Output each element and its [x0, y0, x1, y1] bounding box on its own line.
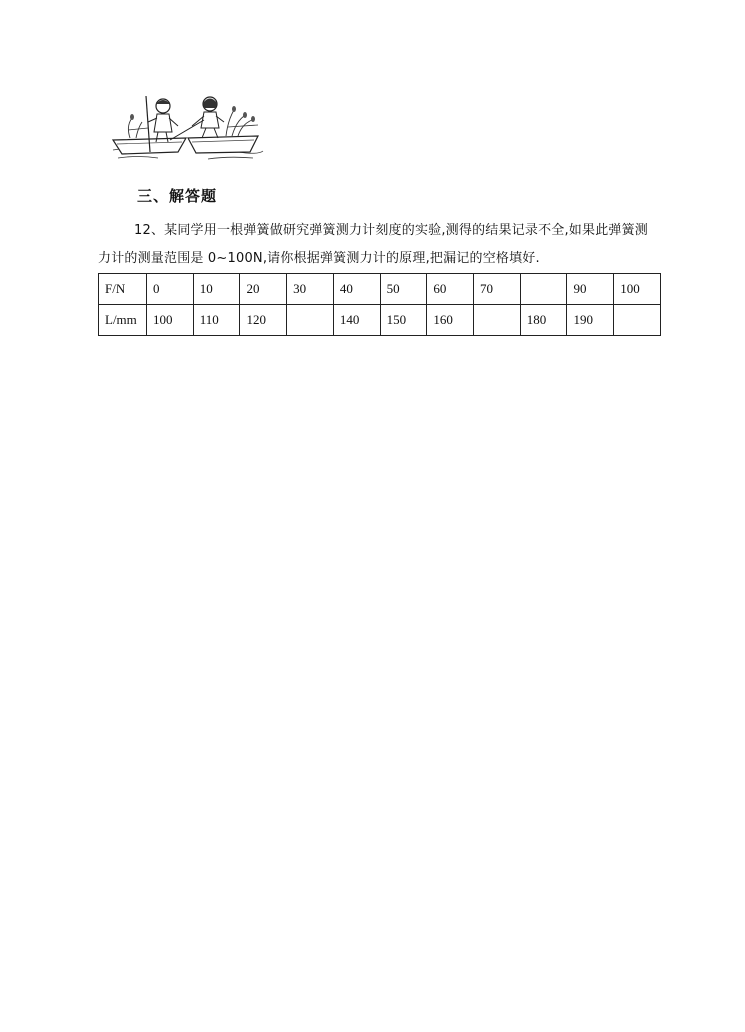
- table-cell: 150: [380, 305, 427, 336]
- table-row-force: [99, 274, 661, 305]
- data-table: [98, 273, 661, 336]
- table-cell: 20: [240, 274, 287, 305]
- question-text: 12、某同学用一根弹簧做研究弹簧测力计刻度的实验,测得的结果记录不全,如果此弹簧测力计的测量范围是 0~100N,请你根据弹簧测力计的原理,把漏记的空格填好.: [98, 223, 649, 266]
- table-row-length: [99, 305, 661, 336]
- table-cell-blank: [614, 305, 661, 336]
- table-cell: 100: [614, 274, 661, 305]
- table-cell: 40: [333, 274, 380, 305]
- table-cell: 70: [474, 274, 521, 305]
- boat-girls-illustration: [108, 92, 268, 162]
- table-cell: 140: [333, 305, 380, 336]
- table-cell: 0: [147, 274, 194, 305]
- table-cell-blank: [474, 305, 521, 336]
- table-cell-blank: [520, 274, 567, 305]
- section-title: 三、解答题: [137, 187, 218, 205]
- table-cell: 60: [427, 274, 474, 305]
- row-label: F/N: [99, 274, 147, 305]
- table-cell: 180: [520, 305, 567, 336]
- table-cell: 50: [380, 274, 427, 305]
- table-cell: 100: [147, 305, 194, 336]
- table-cell-blank: [287, 305, 334, 336]
- table-cell: 110: [193, 305, 240, 336]
- table-cell: 190: [567, 305, 614, 336]
- table-cell: 160: [427, 305, 474, 336]
- table-cell: 30: [287, 274, 334, 305]
- table-cell: 120: [240, 305, 287, 336]
- table-cell: 90: [567, 274, 614, 305]
- table-cell: 10: [193, 274, 240, 305]
- row-label: L/mm: [99, 305, 147, 336]
